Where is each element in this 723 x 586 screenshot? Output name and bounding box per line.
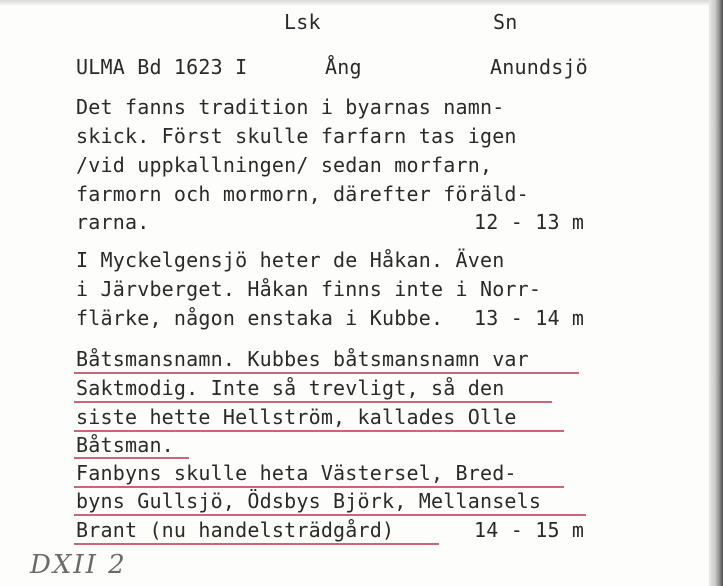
card-right-edge — [709, 0, 723, 586]
paragraph-2-line-2: i Järvberget. Håkan finns inte i Norr- — [76, 277, 542, 301]
underline-1 — [74, 372, 579, 374]
paragraph-3-line-6: byns Gullsjö, Ödsbys Björk, Mellansels — [76, 489, 542, 513]
paragraph-1-line-2: skick. Först skulle farfarn tas igen — [76, 124, 517, 148]
paragraph-1-page-ref: 12 - 13 m — [474, 210, 585, 234]
region-label: Ång — [325, 55, 362, 79]
handwritten-note: DXII 2 — [30, 550, 127, 580]
card-top-edge — [0, 0, 723, 6]
paragraph-2-page-ref: 13 - 14 m — [474, 306, 585, 330]
header-lsk: Lsk — [284, 10, 321, 34]
paragraph-1-line-1: Det fanns tradition i byarnas namn- — [76, 95, 505, 119]
paragraph-2-line-1: I Myckelgensjö heter de Håkan. Även — [76, 248, 505, 272]
paragraph-2-line-3: flärke, någon enstaka i Kubbe. — [76, 306, 444, 330]
paragraph-3-line-3: siste hette Hellström, kallades Olle — [76, 405, 517, 429]
paragraph-3-line-4: Båtsman. — [76, 433, 174, 457]
paragraph-1-line-5: rarna. — [76, 210, 150, 234]
underline-6 — [74, 514, 586, 516]
parish-label: Anundsjö — [490, 55, 588, 79]
paragraph-3-page-ref: 14 - 15 m — [474, 518, 585, 542]
paragraph-1-line-3: /vid uppkallningen/ sedan morfarn, — [76, 153, 493, 177]
archive-reference: ULMA Bd 1623 I — [76, 55, 248, 79]
underline-5 — [74, 486, 564, 488]
paragraph-3-line-2: Saktmodig. Inte så trevligt, så den — [76, 376, 505, 400]
paragraph-3-line-7: Brant (nu handelsträdgård) — [76, 518, 395, 542]
header-sn: Sn — [493, 10, 518, 34]
underline-2 — [74, 401, 552, 403]
paragraph-3-line-5: Fanbyns skulle heta Västersel, Bred- — [76, 461, 517, 485]
underline-3 — [74, 430, 564, 432]
paragraph-1-line-4: farmorn och mormorn, därefter föräld- — [76, 182, 529, 206]
paragraph-3-line-1: Båtsmansnamn. Kubbes båtsmansnamn var — [76, 347, 529, 371]
underline-4 — [74, 457, 189, 459]
underline-7 — [74, 543, 439, 545]
